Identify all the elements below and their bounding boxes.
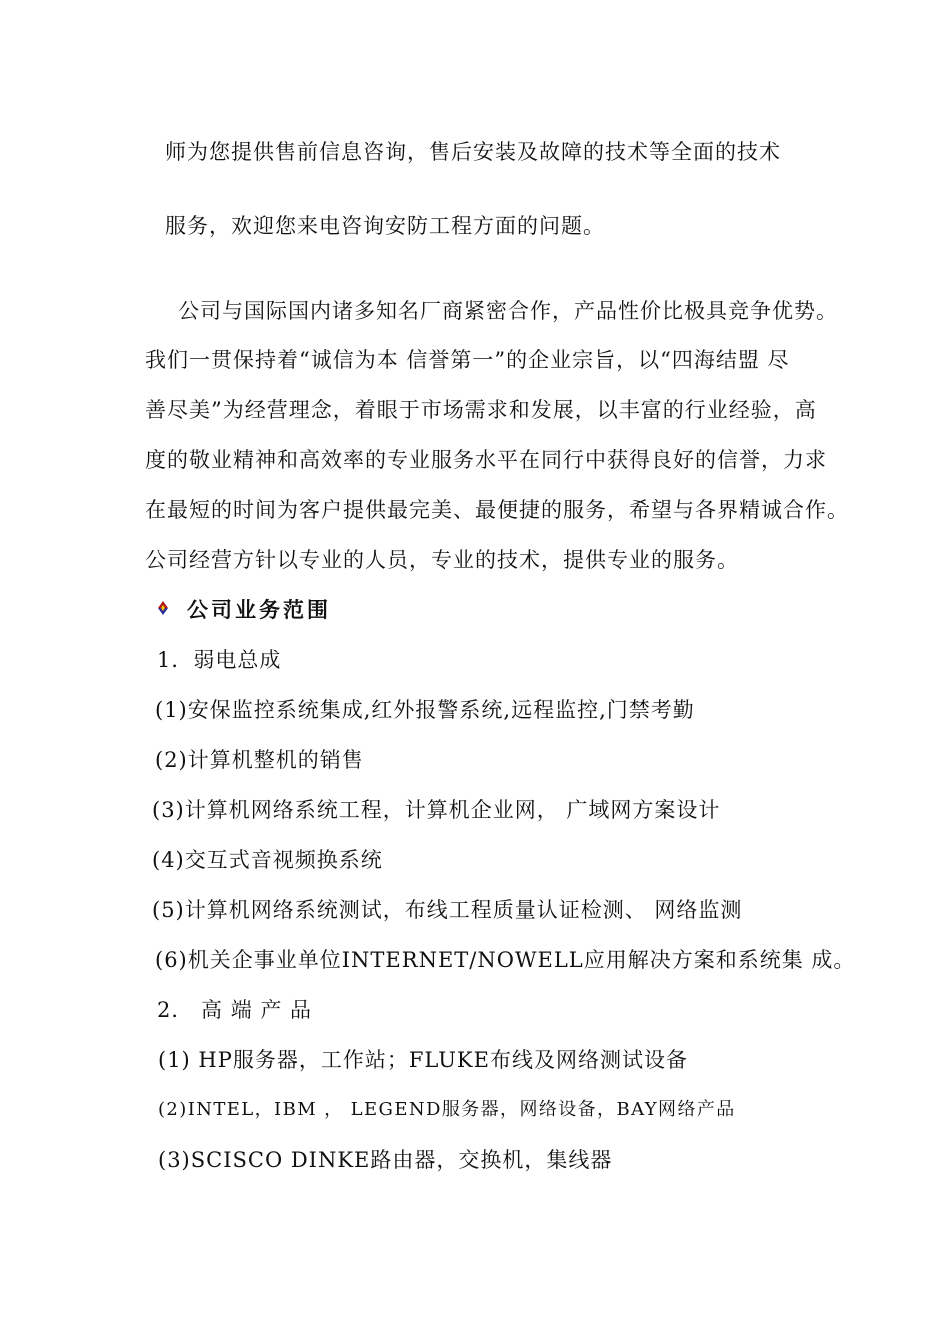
diamond-bullet-icon: [155, 600, 171, 616]
section-1-title: 1．弱电总成: [157, 648, 282, 672]
company-paragraph-line-1: 公司与国际国内诸多知名厂商紧密合作，产品性价比极具竞争优势。: [178, 299, 838, 323]
intro-line-1: 师为您提供售前信息咨询，售后安装及故障的技术等全面的技术: [165, 140, 781, 164]
company-paragraph-line-3: 善尽美”为经营理念，着眼于市场需求和发展，以丰富的行业经验，高: [145, 398, 817, 422]
section-2-item-2: (2)INTEL，IBM ， LEGEND服务器，网络设备，BAY网络产品: [158, 1099, 736, 1120]
company-paragraph-line-2: 我们一贯保持着“诚信为本 信誉第一”的企业宗旨，以“四海结盟 尽: [145, 348, 790, 372]
section-2-item-1: (1) HP服务器，工作站；FLUKE布线及网络测试设备: [158, 1048, 688, 1072]
scope-heading: 公司业务范围: [187, 597, 331, 622]
section-1-item-4: (4)交互式音视频换系统: [152, 848, 383, 872]
company-paragraph-line-6: 公司经营方针以专业的人员，专业的技术，提供专业的服务。: [145, 548, 739, 572]
company-paragraph-line-4: 度的敬业精神和高效率的专业服务水平在同行中获得良好的信誉，力求: [145, 448, 827, 472]
intro-line-2: 服务，欢迎您来电咨询安防工程方面的问题。: [165, 214, 605, 238]
section-1-item-5: (5)计算机网络系统测试，布线工程质量认证检测、 网络监测: [152, 898, 743, 922]
section-2-title: 2． 高 端 产 品: [157, 998, 313, 1022]
company-paragraph-line-5: 在最短的时间为客户提供最完美、最便捷的服务，希望与各界精诚合作。: [145, 498, 849, 522]
section-2-item-3: (3)SCISCO DINKE路由器，交换机，集线器: [158, 1148, 613, 1172]
section-1-item-1: (1)安保监控系统集成,红外报警系统,远程监控,门禁考勤: [155, 698, 695, 722]
section-1-item-2: (2)计算机整机的销售: [155, 748, 364, 772]
section-1-item-6: (6)机关企事业单位INTERNET/NOWELL应用解决方案和系统集 成。: [155, 948, 856, 972]
section-1-item-3: (3)计算机网络系统工程，计算机企业网， 广域网方案设计: [152, 798, 721, 822]
